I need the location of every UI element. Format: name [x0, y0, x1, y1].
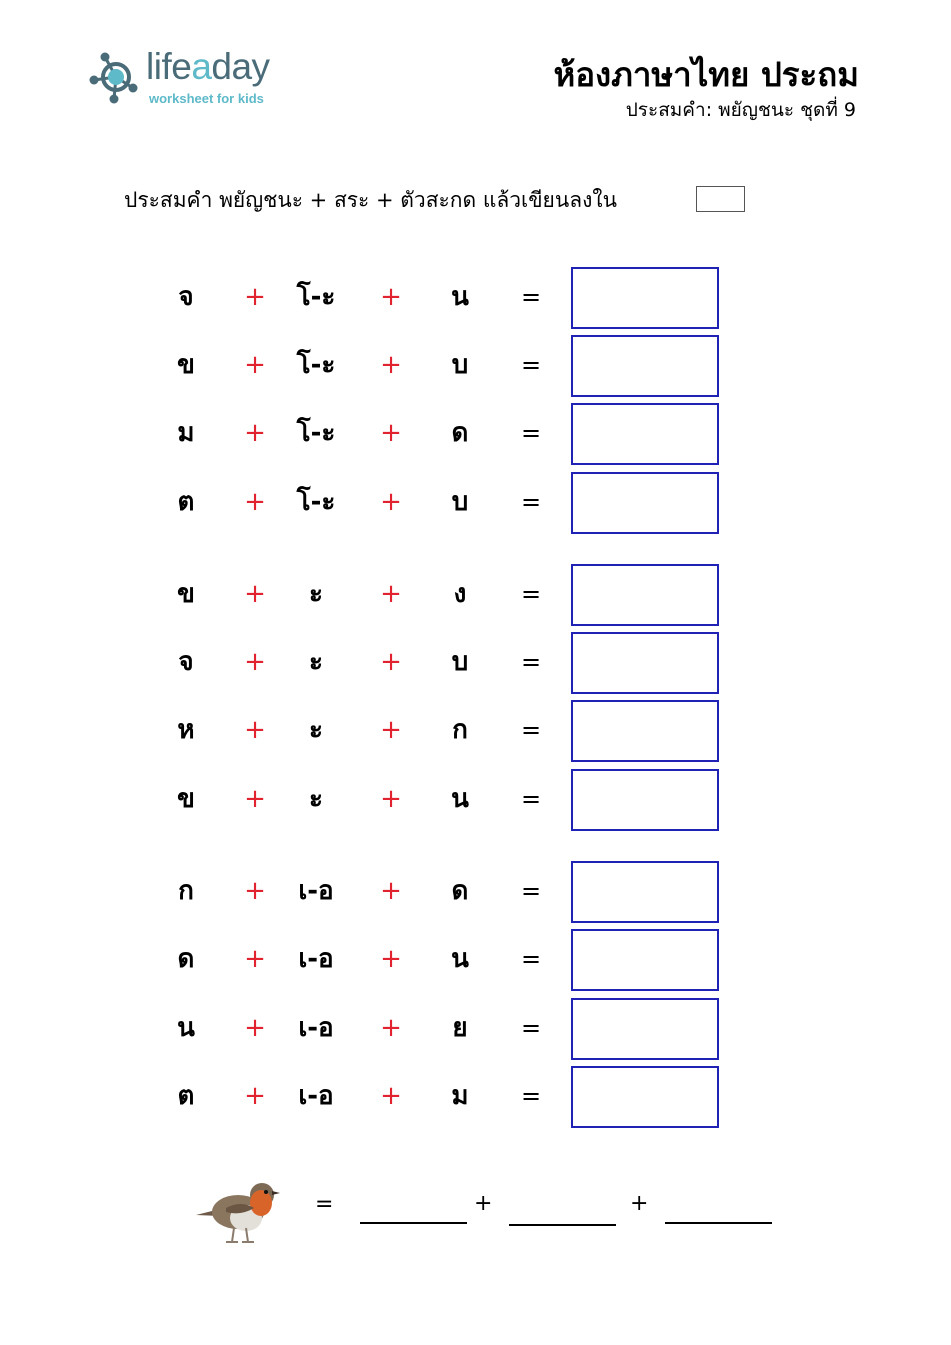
- answer-box[interactable]: [571, 564, 719, 626]
- plus-sign: +: [244, 876, 266, 906]
- plus-sign: +: [244, 1081, 266, 1111]
- consonant-cell: ข: [177, 784, 195, 814]
- bird-blank-2[interactable]: [509, 1224, 616, 1226]
- consonant-cell: จ: [178, 282, 194, 312]
- equals-sign: =: [520, 488, 542, 516]
- plus-sign: +: [380, 944, 402, 974]
- consonant-cell: ห: [177, 715, 195, 745]
- instruction-text: ประสมคำ พยัญชนะ + สระ + ตัวสะกด แล้วเขียนลงใน: [124, 188, 617, 212]
- consonant-cell: ต: [177, 487, 195, 517]
- answer-box[interactable]: [571, 700, 719, 762]
- plus-sign: +: [244, 647, 266, 677]
- equals-sign: =: [520, 580, 542, 608]
- exercise-row: [0, 403, 951, 465]
- final-consonant-cell: ย: [452, 1013, 468, 1043]
- final-consonant-cell: ด: [451, 418, 469, 448]
- equals-sign: =: [520, 1014, 542, 1042]
- plus-sign: +: [380, 418, 402, 448]
- vowel-cell: เ-อ: [298, 1013, 334, 1043]
- final-consonant-cell: น: [451, 282, 469, 312]
- final-consonant-cell: บ: [451, 350, 469, 380]
- plus-sign: +: [244, 1013, 266, 1043]
- plus-sign: +: [380, 579, 402, 609]
- plus-sign: +: [380, 784, 402, 814]
- answer-box[interactable]: [571, 335, 719, 397]
- exercise-row: [0, 700, 951, 762]
- plus-sign: +: [380, 1013, 402, 1043]
- brand-name: lifeaday: [146, 46, 270, 87]
- plus-sign: +: [380, 1081, 402, 1111]
- plus-sign: +: [380, 487, 402, 517]
- final-consonant-cell: ง: [453, 579, 467, 609]
- final-consonant-cell: บ: [451, 647, 469, 677]
- answer-box[interactable]: [571, 929, 719, 991]
- final-consonant-cell: น: [451, 944, 469, 974]
- vowel-cell: โ-ะ: [296, 282, 336, 312]
- vowel-cell: ะ: [309, 715, 323, 745]
- exercise-row: [0, 472, 951, 534]
- final-consonant-cell: ม: [451, 1081, 469, 1111]
- consonant-cell: จ: [178, 647, 194, 677]
- answer-box[interactable]: [571, 998, 719, 1060]
- answer-box[interactable]: [571, 472, 719, 534]
- equals-sign: =: [520, 1082, 542, 1110]
- final-consonant-cell: บ: [451, 487, 469, 517]
- bird-plus-1: +: [474, 1191, 493, 1216]
- exercise-row: [0, 267, 951, 329]
- final-consonant-cell: ด: [451, 876, 469, 906]
- equals-sign: =: [520, 351, 542, 379]
- page-title: ห้องภาษาไทย ประถม: [553, 55, 859, 94]
- exercise-row: [0, 769, 951, 831]
- plus-sign: +: [244, 418, 266, 448]
- plus-sign: +: [380, 647, 402, 677]
- bird-equals: =: [315, 1192, 334, 1217]
- consonant-cell: น: [177, 1013, 195, 1043]
- equals-sign: =: [520, 648, 542, 676]
- vowel-cell: เ-อ: [298, 944, 334, 974]
- vowel-cell: เ-อ: [298, 876, 334, 906]
- bird-plus-2: +: [630, 1191, 649, 1216]
- final-consonant-cell: ก: [452, 715, 468, 745]
- consonant-cell: ต: [177, 1081, 195, 1111]
- vowel-cell: เ-อ: [298, 1081, 334, 1111]
- robin-bird-icon: [186, 1170, 282, 1250]
- vowel-cell: โ-ะ: [296, 350, 336, 380]
- answer-box[interactable]: [571, 861, 719, 923]
- equals-sign: =: [520, 283, 542, 311]
- consonant-cell: ข: [177, 579, 195, 609]
- bird-blank-1[interactable]: [360, 1222, 467, 1224]
- plus-sign: +: [244, 715, 266, 745]
- plus-sign: +: [244, 784, 266, 814]
- equals-sign: =: [520, 785, 542, 813]
- plus-sign: +: [380, 876, 402, 906]
- final-consonant-cell: น: [451, 784, 469, 814]
- plus-sign: +: [244, 282, 266, 312]
- equals-sign: =: [520, 877, 542, 905]
- vowel-cell: โ-ะ: [296, 418, 336, 448]
- exercise-row: [0, 998, 951, 1060]
- equals-sign: =: [520, 945, 542, 973]
- consonant-cell: ด: [177, 944, 195, 974]
- instruction-sample-box: [696, 186, 745, 212]
- vowel-cell: ะ: [309, 579, 323, 609]
- answer-box[interactable]: [571, 267, 719, 329]
- molecule-logo-icon: [88, 50, 144, 106]
- vowel-cell: ะ: [309, 647, 323, 677]
- exercise-row: [0, 564, 951, 626]
- page-subtitle: ประสมคำ: พยัญชนะ ชุดที่ 9: [625, 99, 856, 121]
- answer-box[interactable]: [571, 632, 719, 694]
- plus-sign: +: [380, 715, 402, 745]
- answer-box[interactable]: [571, 769, 719, 831]
- vowel-cell: โ-ะ: [296, 487, 336, 517]
- plus-sign: +: [244, 944, 266, 974]
- bird-blank-3[interactable]: [665, 1222, 772, 1224]
- consonant-cell: ข: [177, 350, 195, 380]
- equals-sign: =: [520, 716, 542, 744]
- exercise-row: [0, 335, 951, 397]
- consonant-cell: ก: [178, 876, 194, 906]
- exercise-row: [0, 929, 951, 991]
- exercise-row: [0, 861, 951, 923]
- plus-sign: +: [380, 350, 402, 380]
- consonant-cell: ม: [177, 418, 195, 448]
- plus-sign: +: [380, 282, 402, 312]
- exercise-row: [0, 1066, 951, 1128]
- exercise-row: [0, 632, 951, 694]
- vowel-cell: ะ: [309, 784, 323, 814]
- equals-sign: =: [520, 419, 542, 447]
- answer-box[interactable]: [571, 1066, 719, 1128]
- plus-sign: +: [244, 350, 266, 380]
- plus-sign: +: [244, 487, 266, 517]
- brand-tagline: worksheet for kids: [149, 91, 264, 106]
- lifeaday-logo: [88, 46, 308, 110]
- answer-box[interactable]: [571, 403, 719, 465]
- plus-sign: +: [244, 579, 266, 609]
